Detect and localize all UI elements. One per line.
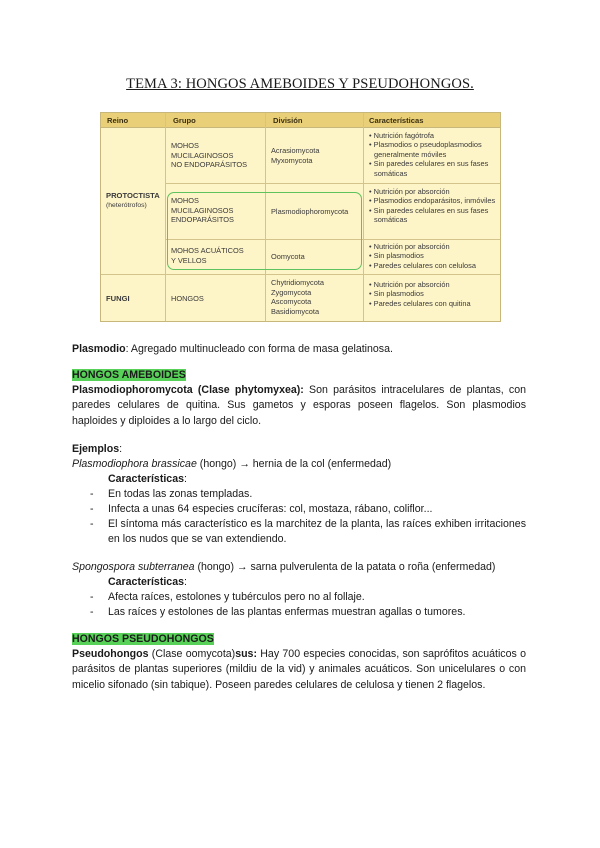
ameboides-paragraph: Plasmodiophoromycota (Clase phytomyxea): Son parásitos intracelulares de plantas, con paredes celulares de quitina. Sus gametos y esporas poseen flagelos. Son plasmodios haploides y diploides a lo largo del ciclo.	[72, 384, 527, 427]
division-row-3: Oomycota	[271, 252, 305, 261]
reino-fungi: FUNGI	[106, 294, 130, 303]
grupo-row-2: MOHOS MUCILAGINOSOS ENDOPARÁSITOS	[171, 196, 234, 225]
plasmodio-definition: Plasmodio: Agregado multinucleado con forma de masa gelatinosa.	[72, 343, 393, 355]
example-2-char-label: Características:	[108, 576, 187, 588]
section-heading-pseudohongos: HONGOS PSEUDOHONGOS	[72, 633, 214, 645]
grupo-row-1: MOHOS MUCILAGINOSOS NO ENDOPARÁSITOS	[171, 141, 248, 170]
table-header	[101, 113, 500, 128]
classification-table	[100, 112, 501, 322]
list-item: - El síntoma más característico es la marchitez de la planta, las raíces exhiben irritaciones en los nudos que se van extendiendo.	[90, 518, 526, 546]
list-item: - Las raíces y estolones de las plantas enfermas muestran agallas o tumores.	[90, 606, 466, 618]
caracteristicas-row-2: • Nutrición por absorción • Plasmodios endoparásitos, inmóviles • Sin paredes celulares en sus fases somáticas	[369, 187, 496, 225]
reino-protoctista: PROTOCTISTA	[106, 191, 160, 200]
pseudohongos-paragraph: Pseudohongos (Clase oomycota)sus: Hay 700 especies conocidas, son saprófitos acuáticos o parásitos de plantas superiores (mildiu de la vid) y animales acuáticos. Son unicelulares o con micelio sifonado (sin tabique). Poseen paredes celulares de celulosa y tienen 2 flagelos.	[72, 648, 526, 691]
example-1-title: Plasmodiophora brassicae (hongo) → hernia de la col (enfermedad)	[72, 458, 392, 470]
caracteristicas-row-1: • Nutrición fagótrofa • Plasmodios o pseudoplasmodios generalmente móviles • Sin paredes celulares en sus fases somáticas	[369, 131, 489, 178]
list-item: - Infecta a unas 64 especies crucíferas: col, mostaza, rábano, coliflor...	[90, 503, 433, 515]
highlight-outline	[167, 192, 362, 270]
list-item: - En todas las zonas templadas.	[90, 488, 253, 500]
caracteristicas-row-3: • Nutrición por absorción • Sin plasmodios • Paredes celulares con celulosa	[369, 242, 476, 270]
grupo-row-3: MOHOS ACUÁTICOS Y VELLOS	[171, 246, 244, 265]
example-2-title: Spongospora subterranea (hongo) → sarna pulverulenta de la patata o roña (enfermedad)	[72, 561, 496, 573]
header-reino: Reino	[107, 116, 129, 125]
list-item: - Afecta raíces, estolones y tubérculos pero no al follaje.	[90, 591, 365, 603]
division-row-4: Chytridiomycota Zygomycota Ascomycota Basidiomycota	[271, 278, 324, 316]
division-row-2: Plasmodiophoromycota	[271, 207, 349, 216]
header-caracteristicas: Características	[369, 116, 424, 125]
division-row-1: Acrasiomycota Myxomycota	[271, 146, 320, 165]
section-heading-ameboides: HONGOS AMEBOIDES	[72, 369, 186, 381]
reino-protoctista-note: (heterótrofos)	[106, 202, 147, 209]
caracteristicas-row-4: • Nutrición por absorción • Sin plasmodios • Paredes celulares con quitina	[369, 280, 471, 308]
header-grupo: Grupo	[173, 116, 196, 125]
ejemplos-heading: Ejemplos:	[72, 443, 123, 455]
example-1-char-label: Características:	[108, 473, 187, 485]
header-division: División	[273, 116, 303, 125]
page-title: TEMA 3: HONGOS AMEBOIDES Y PSEUDOHONGOS.	[126, 76, 474, 92]
grupo-row-4: HONGOS	[171, 294, 204, 303]
